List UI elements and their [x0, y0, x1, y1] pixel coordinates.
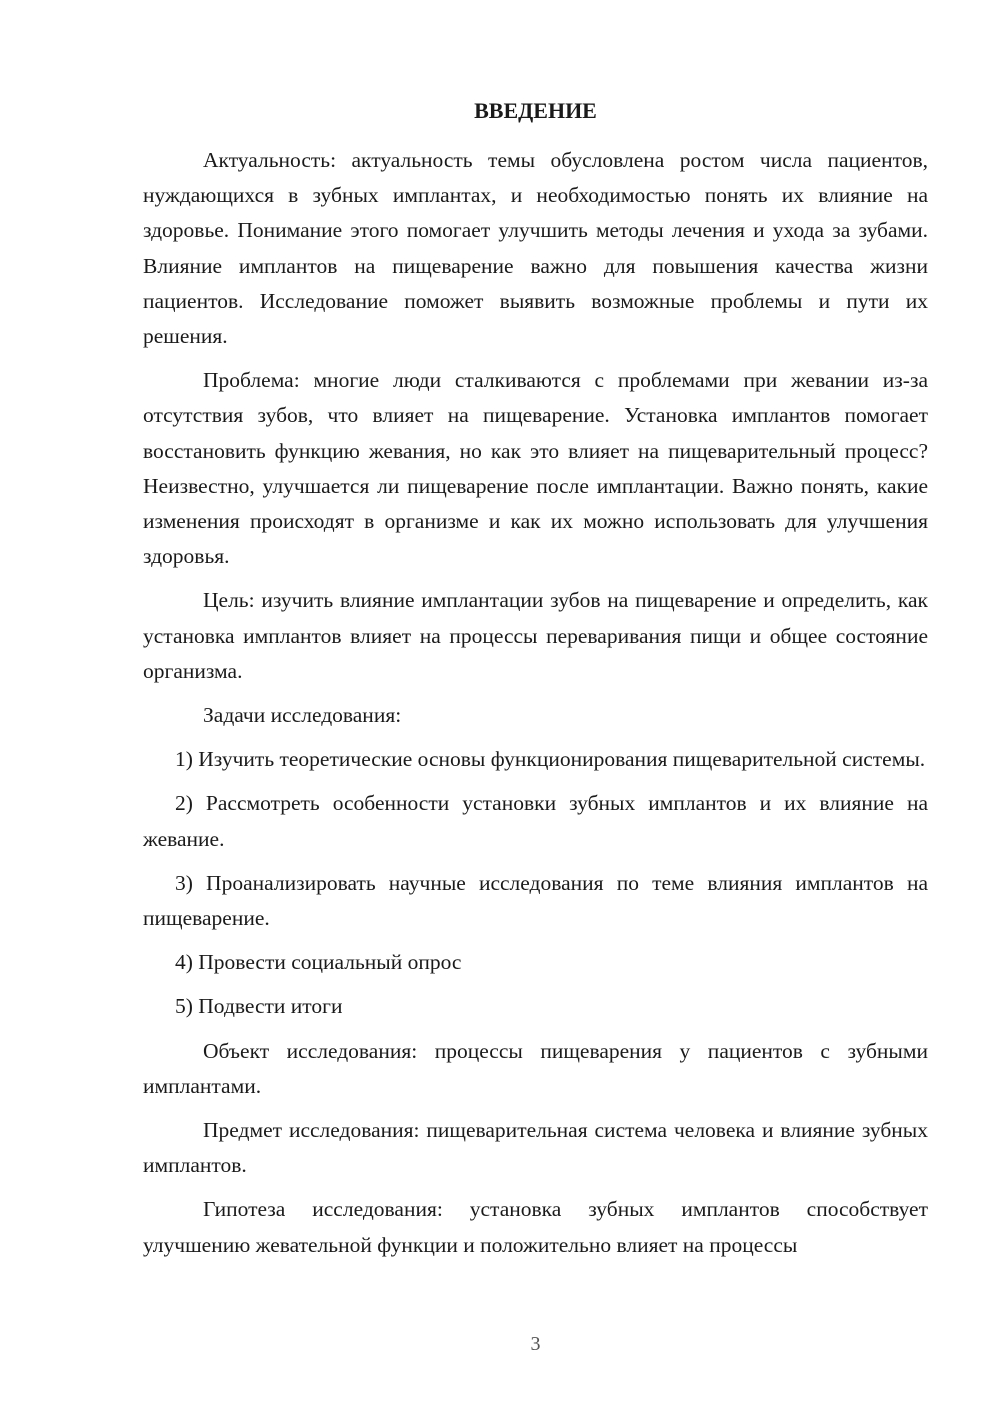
paragraph-relevance: Актуальность: актуальность темы обусловлена ростом числа пациентов, нуждающихся в зубных имплантах, и необходимостью понять их влияние на здоровье. Понимание этого помогает улучшить методы лечения и ухода за зубами. Влияние имплантов на пищеварение важно для повышения качества жизни пациентов. Исследование поможет выявить возможные проблемы и пути их решения.	[143, 148, 928, 349]
tasks-heading: Задачи исследования:	[203, 703, 402, 728]
task-item: 1) Изучить теоретические основы функционирования пищеварительной системы.	[175, 747, 926, 772]
page-title: ВВЕДЕНИЕ	[474, 98, 597, 123]
document-page	[143, 0, 928, 1414]
paragraph-hypothesis: Гипотеза исследования: установка зубных имплантов способствует улучшению жевательной функции и положительно влияет на процессы	[143, 1197, 928, 1257]
paragraph-goal: Цель: изучить влияние имплантации зубов на пищеварение и определить, как установка имплантов влияет на процессы переваривания пищи и общее состояние организма.	[143, 588, 928, 683]
paragraph-object: Объект исследования: процессы пищеварения у пациентов с зубными имплантами.	[143, 1038, 928, 1098]
task-item: 2) Рассмотреть особенности установки зубных имплантов и их влияние на жевание.	[143, 791, 928, 851]
page-number: 3	[530, 1333, 541, 1355]
task-item: 4) Провести социальный опрос	[175, 950, 462, 975]
task-item: 5) Подвести итоги	[175, 994, 343, 1019]
task-item: 3) Проанализировать научные исследования по теме влияния имплантов на пищеварение.	[143, 870, 928, 931]
paragraph-subject: Предмет исследования: пищеварительная система человека и влияние зубных имплантов.	[143, 1118, 928, 1178]
paragraph-problem: Проблема: многие люди сталкиваются с проблемами при жевании из-за отсутствия зубов, что влияет на пищеварение. Установка имплантов помогает восстановить функцию жевания, но как это влияет на пищеварительный процесс? Неизвестно, улучшается ли пищеварение после имплантации. Важно понять, какие изменения происходят в организме и как их можно использовать для улучшения здоровья.	[143, 368, 928, 569]
document-body	[143, 143, 928, 1272]
